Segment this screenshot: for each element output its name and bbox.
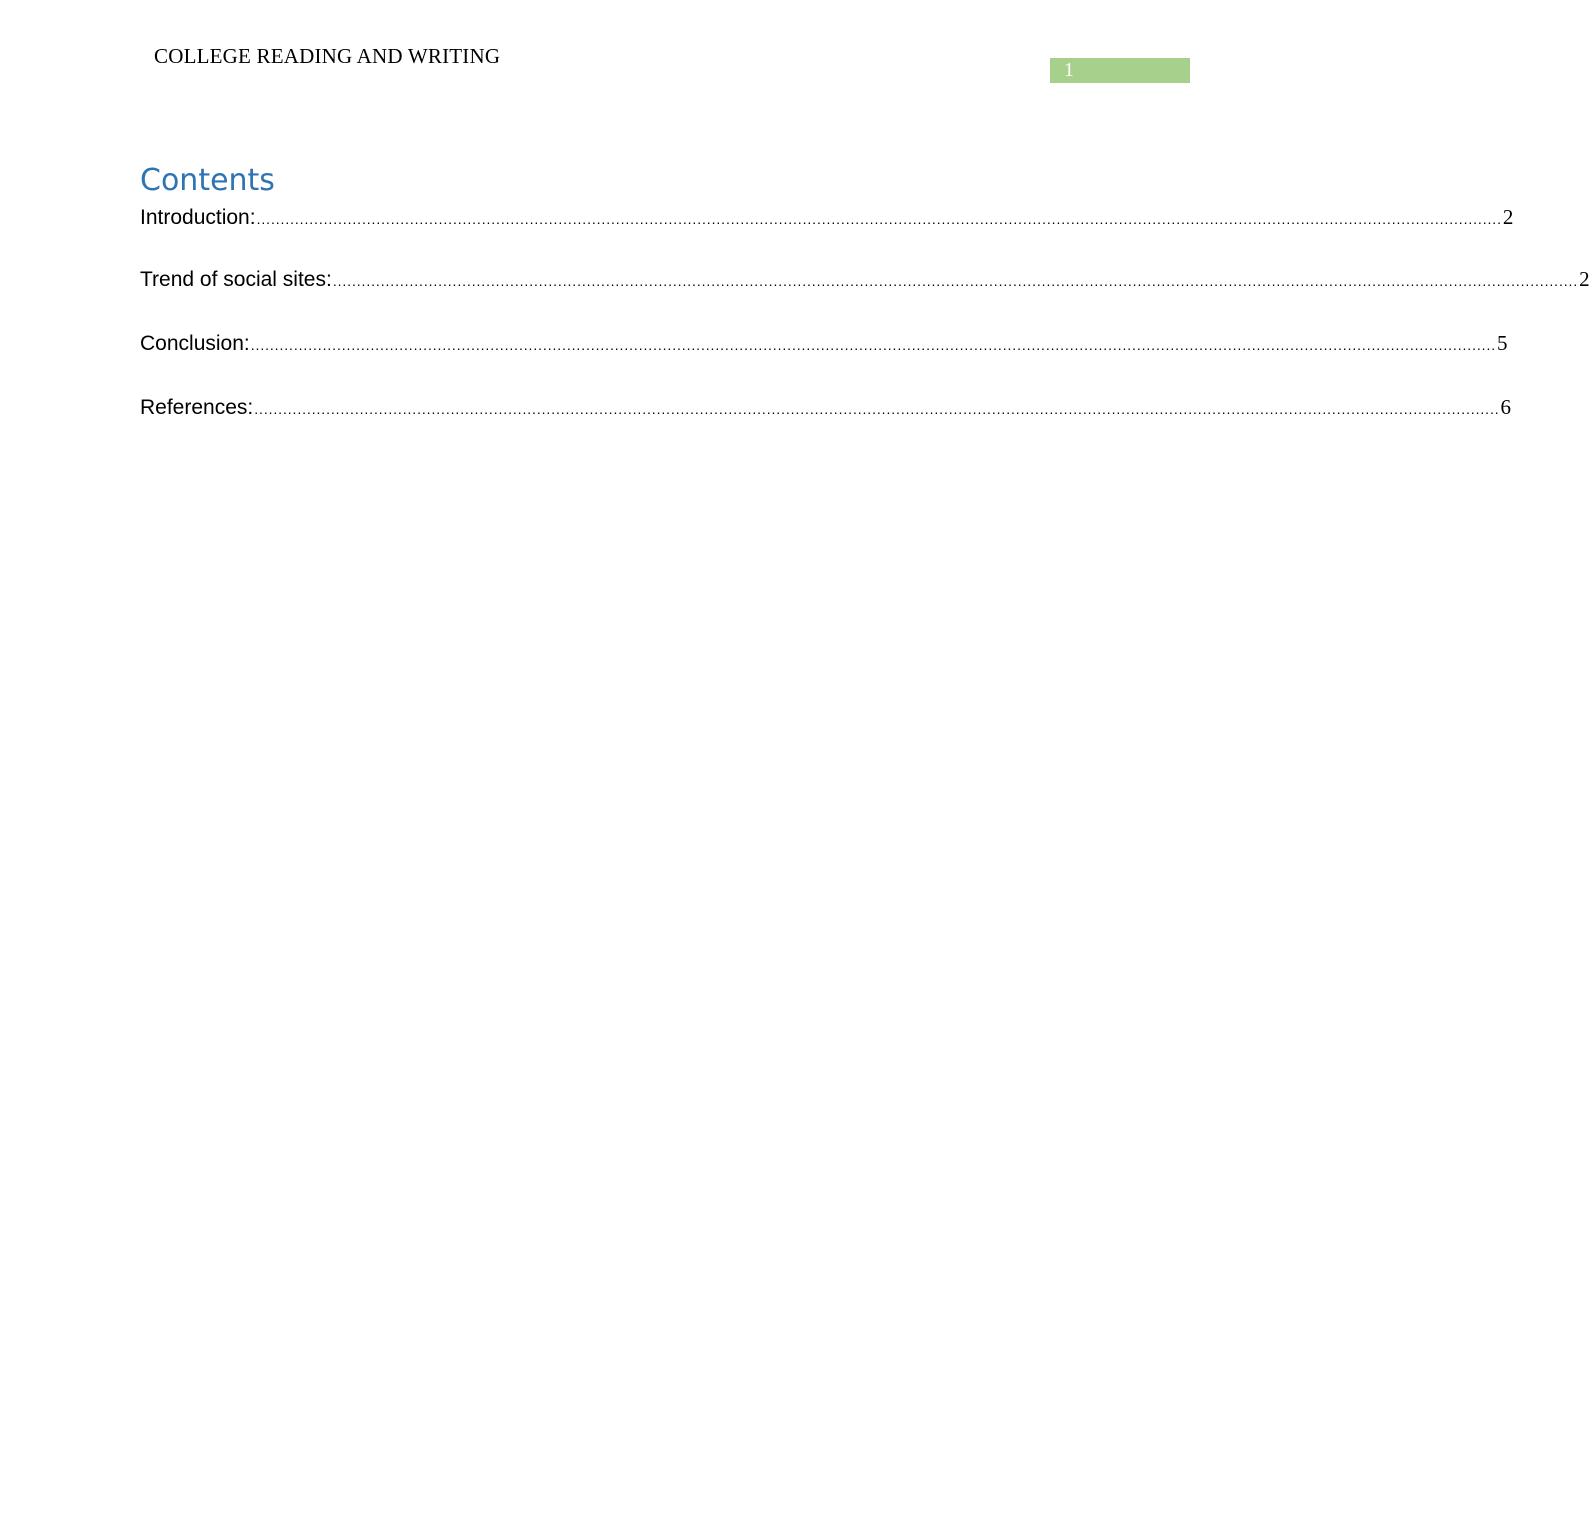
running-header-title: COLLEGE READING AND WRITING <box>154 44 501 68</box>
toc-entry-references[interactable] <box>140 392 1512 456</box>
toc-heading: Contents <box>140 163 275 198</box>
toc-entry-page-number: 2 <box>1502 205 1514 229</box>
toc-list <box>140 202 1590 456</box>
toc-dot-leader: .................................................................................................................................................................................................................................................................... <box>332 273 1579 289</box>
toc-entry-trend-of-social-sites[interactable] <box>140 264 1590 328</box>
toc-dot-leader: .................................................................................................................................................................................................................................................................... <box>254 401 1500 417</box>
toc-entry-label: Conclusion: <box>140 332 250 355</box>
toc-entry-label: References: <box>140 396 254 419</box>
toc-entry-page-number: 6 <box>1500 395 1512 419</box>
toc-entry-label: Introduction: <box>140 206 256 229</box>
toc-entry-introduction[interactable] <box>140 202 1514 264</box>
toc-entry-label: Trend of social sites: <box>140 268 332 291</box>
toc-dot-leader: .................................................................................................................................................................................................................................................................... <box>250 337 1497 353</box>
page-number: 1 <box>1064 59 1074 81</box>
toc-dot-leader: .................................................................................................................................................................................................................................................................... <box>256 211 1502 227</box>
toc-entry-conclusion[interactable] <box>140 328 1508 392</box>
toc-entry-page-number: 2 <box>1579 267 1590 291</box>
page-number-badge <box>1050 58 1190 83</box>
toc-entry-page-number: 5 <box>1497 331 1508 355</box>
table-of-contents <box>140 160 1590 456</box>
